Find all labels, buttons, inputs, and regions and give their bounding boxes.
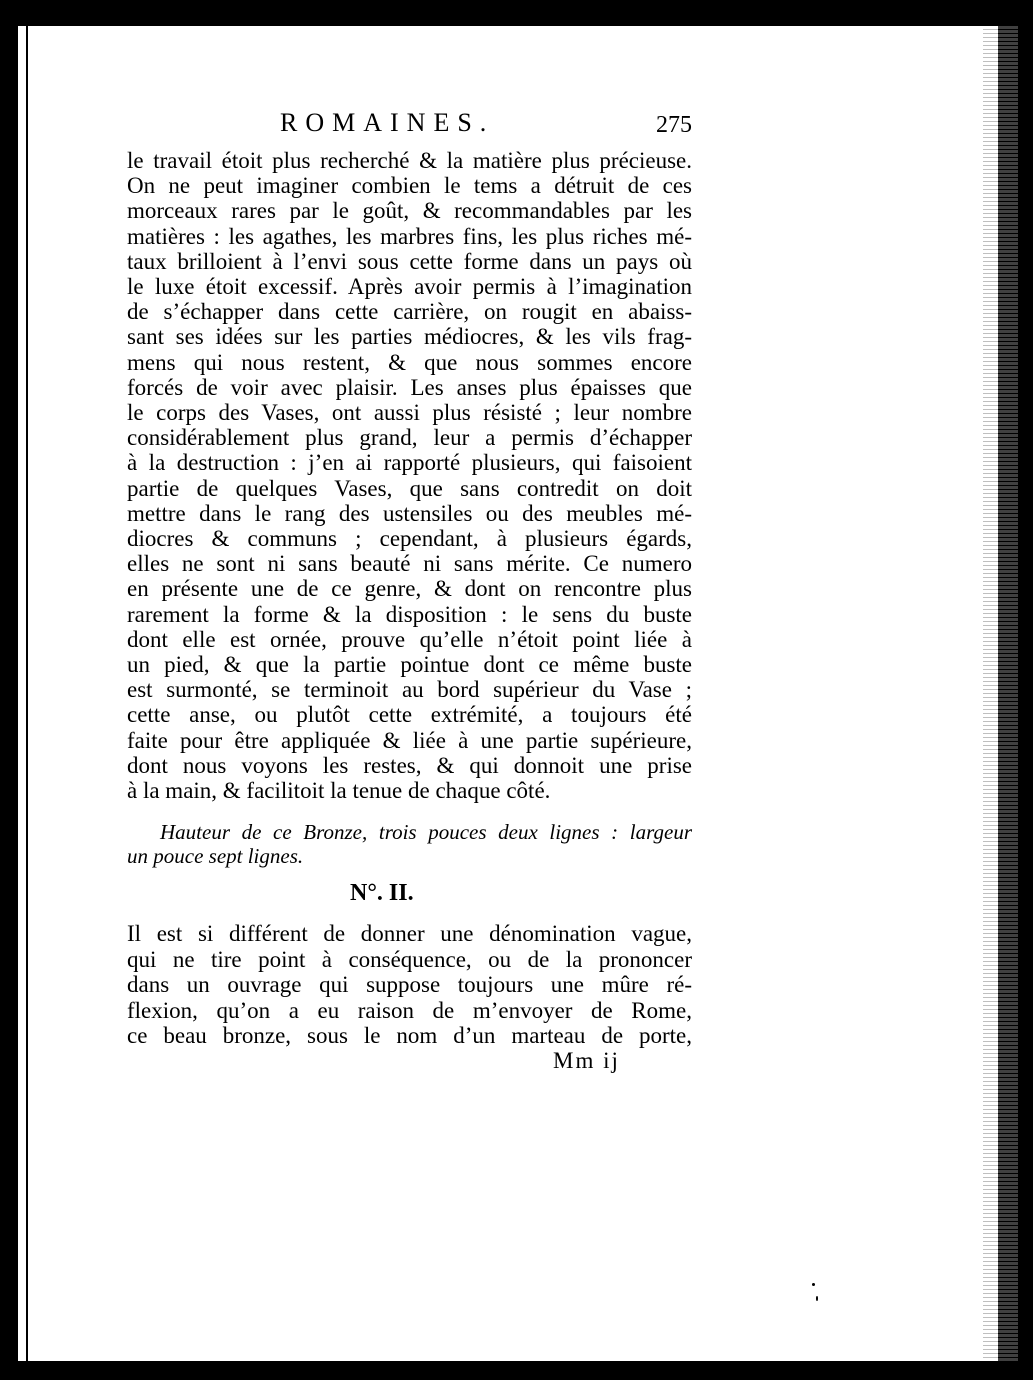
text-line: matières : les agathes, les marbres fins, les plus riches mé- — [127, 223, 692, 249]
text-line: dont nous voyons les restes, & qui donnoit une prise — [127, 752, 692, 778]
text-line: considérablement plus grand, leur a permis d’échapper — [127, 425, 692, 451]
text-line: le luxe étoit excessif. Après avoir permis à l’imagination — [127, 274, 692, 300]
text-line: à la main, & facilitoit la tenue de chaque côté. — [127, 778, 551, 804]
text-line: mens qui nous restent, & que nous sommes encore — [127, 349, 692, 375]
signature-mark: Mm ij — [553, 1048, 620, 1073]
text-line: le corps des Vases, ont aussi plus résisté ; leur nombre — [127, 400, 692, 426]
text-line: à la destruction : j’en ai rapporté plusieurs, qui faisoient — [127, 450, 692, 476]
paragraph-2 — [127, 921, 692, 1049]
dimensions-caption — [127, 820, 692, 868]
text-line: de s’échapper dans cette carrière, on rougit en abaiss- — [127, 299, 692, 325]
text-line: Il est si différent de donner une dénomination vague, — [127, 921, 692, 946]
page-right-edge — [983, 26, 1018, 1361]
page-number: 275 — [656, 112, 692, 138]
text-line: partie de quelques Vases, que sans contredit on doit — [127, 475, 692, 501]
text-line: flexion, qu’on a eu raison de m’envoyer de Rome, — [127, 997, 692, 1023]
text-line: est surmonté, se terminoit au bord supérieur du Vase ; — [127, 677, 692, 703]
text-line: dans un ouvrage qui suppose toujours une mûre ré- — [127, 972, 692, 997]
text-line: morceaux rares par le goût, & recommandables par les — [127, 198, 692, 224]
text-line: mettre dans le rang des ustensiles ou des meubles mé- — [127, 500, 692, 526]
page-left-edge — [18, 26, 28, 1361]
section-heading: N°. II. — [350, 880, 414, 906]
text-line: forcés de voir avec plaisir. Les anses plus épaisses que — [127, 374, 692, 400]
paragraph-1 — [127, 148, 692, 803]
text-line: un pied, & que la partie pointue dont ce même buste — [127, 652, 692, 678]
text-line: taux brilloient à l’envi sous cette forme dans un pays où — [127, 248, 692, 274]
text-line: On ne peut imaginer combien le tems a détruit de ces — [127, 173, 692, 199]
page-header — [280, 108, 720, 142]
text-line: cette anse, ou plutôt cette extrémité, a toujours été — [127, 702, 692, 728]
caption-line: un pouce sept lignes. — [127, 844, 304, 868]
text-line: dont elle est ornée, prouve qu’elle n’étoit point liée à — [127, 626, 692, 652]
text-line: ce beau bronze, sous le nom d’un marteau de porte, — [127, 1023, 692, 1048]
text-line: rarement la forme & la disposition : le sens du buste — [127, 601, 692, 627]
text-line: en présente une de ce genre, & dont on rencontre plus — [127, 576, 692, 602]
text-line: qui ne tire point à conséquence, ou de la prononcer — [127, 946, 692, 972]
caption-line: Hauteur de ce Bronze, trois pouces deux lignes : largeur — [160, 820, 692, 844]
ink-speck — [812, 1283, 815, 1286]
text-line: faite pour être appliquée & liée à une partie supérieure, — [127, 727, 692, 753]
text-line: diocres & communs ; cependant, à plusieurs égards, — [127, 526, 692, 552]
ink-speck — [816, 1296, 818, 1301]
text-line: sant ses idées sur les parties médiocres, & les vils frag- — [127, 324, 692, 350]
text-line: elles ne sont ni sans beauté ni sans mérite. Ce numero — [127, 551, 692, 577]
text-line: le travail étoit plus recherché & la matière plus précieuse. — [127, 148, 692, 173]
running-title: ROMAINES. — [280, 108, 495, 137]
